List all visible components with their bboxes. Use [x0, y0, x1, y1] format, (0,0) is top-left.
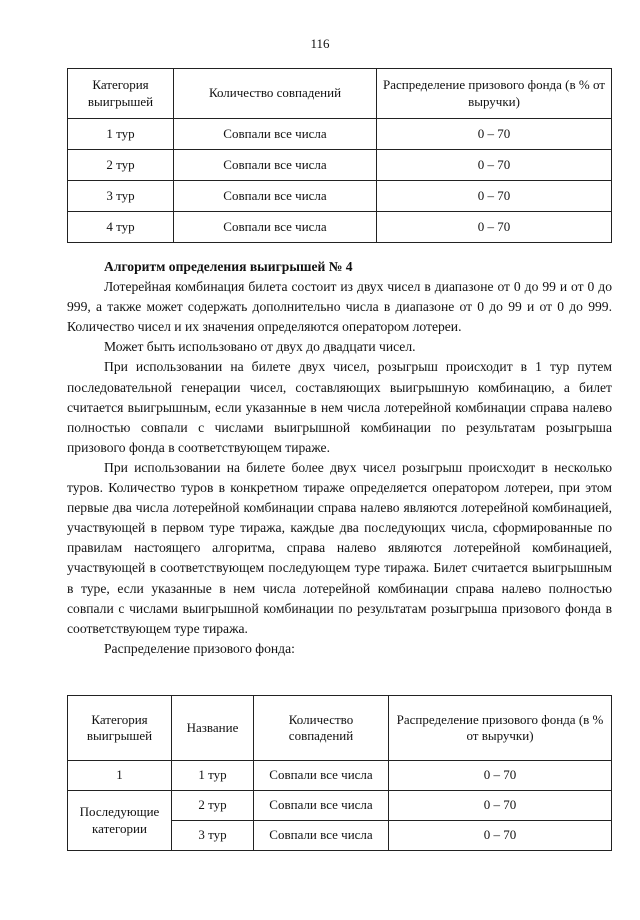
prize-distribution-table	[67, 695, 612, 851]
cell-distribution: 0 – 70	[377, 181, 612, 212]
page-number: 116	[310, 36, 330, 51]
paragraph: Лотерейная комбинация билета состоит из двух чисел в диапазоне от 0 до 99 и от 0 до 999, а также может содержать дополнительно числа в диапазоне от 0 до 99 и от 0 до 999. Количество чисел и их значения определяются оператором лотереи.	[67, 279, 612, 335]
cell-distribution: 0 – 70	[377, 119, 612, 150]
cell-distribution: 0 – 70	[389, 791, 612, 821]
table-header-row	[68, 696, 612, 761]
cell-category: 1	[68, 761, 172, 791]
paragraph: Может быть использовано от двух до двадцати чисел.	[104, 339, 416, 355]
cell-distribution: 0 – 70	[377, 212, 612, 243]
table-row	[68, 150, 612, 181]
cell-name: 1 тур	[172, 761, 254, 791]
table-row	[68, 761, 612, 791]
table-row	[68, 119, 612, 150]
header-category: Категория выигрышей	[68, 696, 172, 761]
header-distribution: Распределение призового фонда (в % от выручки)	[377, 69, 612, 119]
cell-matches: Совпали все числа	[174, 181, 377, 212]
cell-distribution: 0 – 70	[389, 761, 612, 791]
header-matches: Количество совпадений	[254, 696, 389, 761]
cell-matches: Совпали все числа	[174, 150, 377, 181]
cell-category: 1 тур	[68, 119, 174, 150]
table-row	[68, 791, 612, 821]
cell-matches: Совпали все числа	[254, 821, 389, 851]
cell-distribution: 0 – 70	[389, 821, 612, 851]
header-name: Название	[172, 696, 254, 761]
cell-category: 3 тур	[68, 181, 174, 212]
cell-category: 2 тур	[68, 150, 174, 181]
header-matches: Количество совпадений	[174, 69, 377, 119]
table-row	[68, 212, 612, 243]
paragraph: При использовании на билете более двух чисел розыгрыш происходит в несколько туров. Количество туров в конкретном тираже определяется оператором лотереи, при этом первые два числа лотерейной комбинации справа налево являются лотерейной комбинацией, участвующей в первом туре тиража, каждые два последующих числа, сформированные по правилам настоящего алгоритма, справа налево являются лотерейной комбинацией, участвующей в соответствующем последующем туре тиража. Билет считается выигрышным в туре, если указанные в нем числа лотерейной комбинации справа налево полностью совпали с числами выигрышной комбинации по результатам розыгрыша призового фонда в соответствующем туре тиража.	[67, 459, 612, 636]
body-text	[67, 257, 612, 659]
paragraph: Распределение призового фонда:	[104, 640, 295, 656]
cell-matches: Совпали все числа	[254, 791, 389, 821]
paragraph: При использовании на билете двух чисел, розыгрыш происходит в 1 тур путем последовательной генерации чисел, составляющих выигрышную комбинацию, а билет считается выигрышным, если указанные в нем числа лотерейной комбинации справа налево полностью совпали с числами выигрышной комбинации по результатам розыгрыша призового фонда в соответствующем тираже.	[67, 359, 612, 455]
cell-matches: Совпали все числа	[254, 761, 389, 791]
header-category: Категория выигрышей	[68, 69, 174, 119]
prize-table-algorithm-3	[67, 68, 612, 243]
table-header-row	[68, 69, 612, 119]
section-heading: Алгоритм определения выигрышей № 4	[104, 259, 353, 274]
cell-category-merged: Последующие категории	[68, 791, 172, 851]
cell-matches: Совпали все числа	[174, 119, 377, 150]
cell-matches: Совпали все числа	[174, 212, 377, 243]
table-row	[68, 181, 612, 212]
cell-category: 4 тур	[68, 212, 174, 243]
header-distribution: Распределение призового фонда (в % от выручки)	[389, 696, 612, 761]
cell-distribution: 0 – 70	[377, 150, 612, 181]
cell-name: 3 тур	[172, 821, 254, 851]
cell-name: 2 тур	[172, 791, 254, 821]
